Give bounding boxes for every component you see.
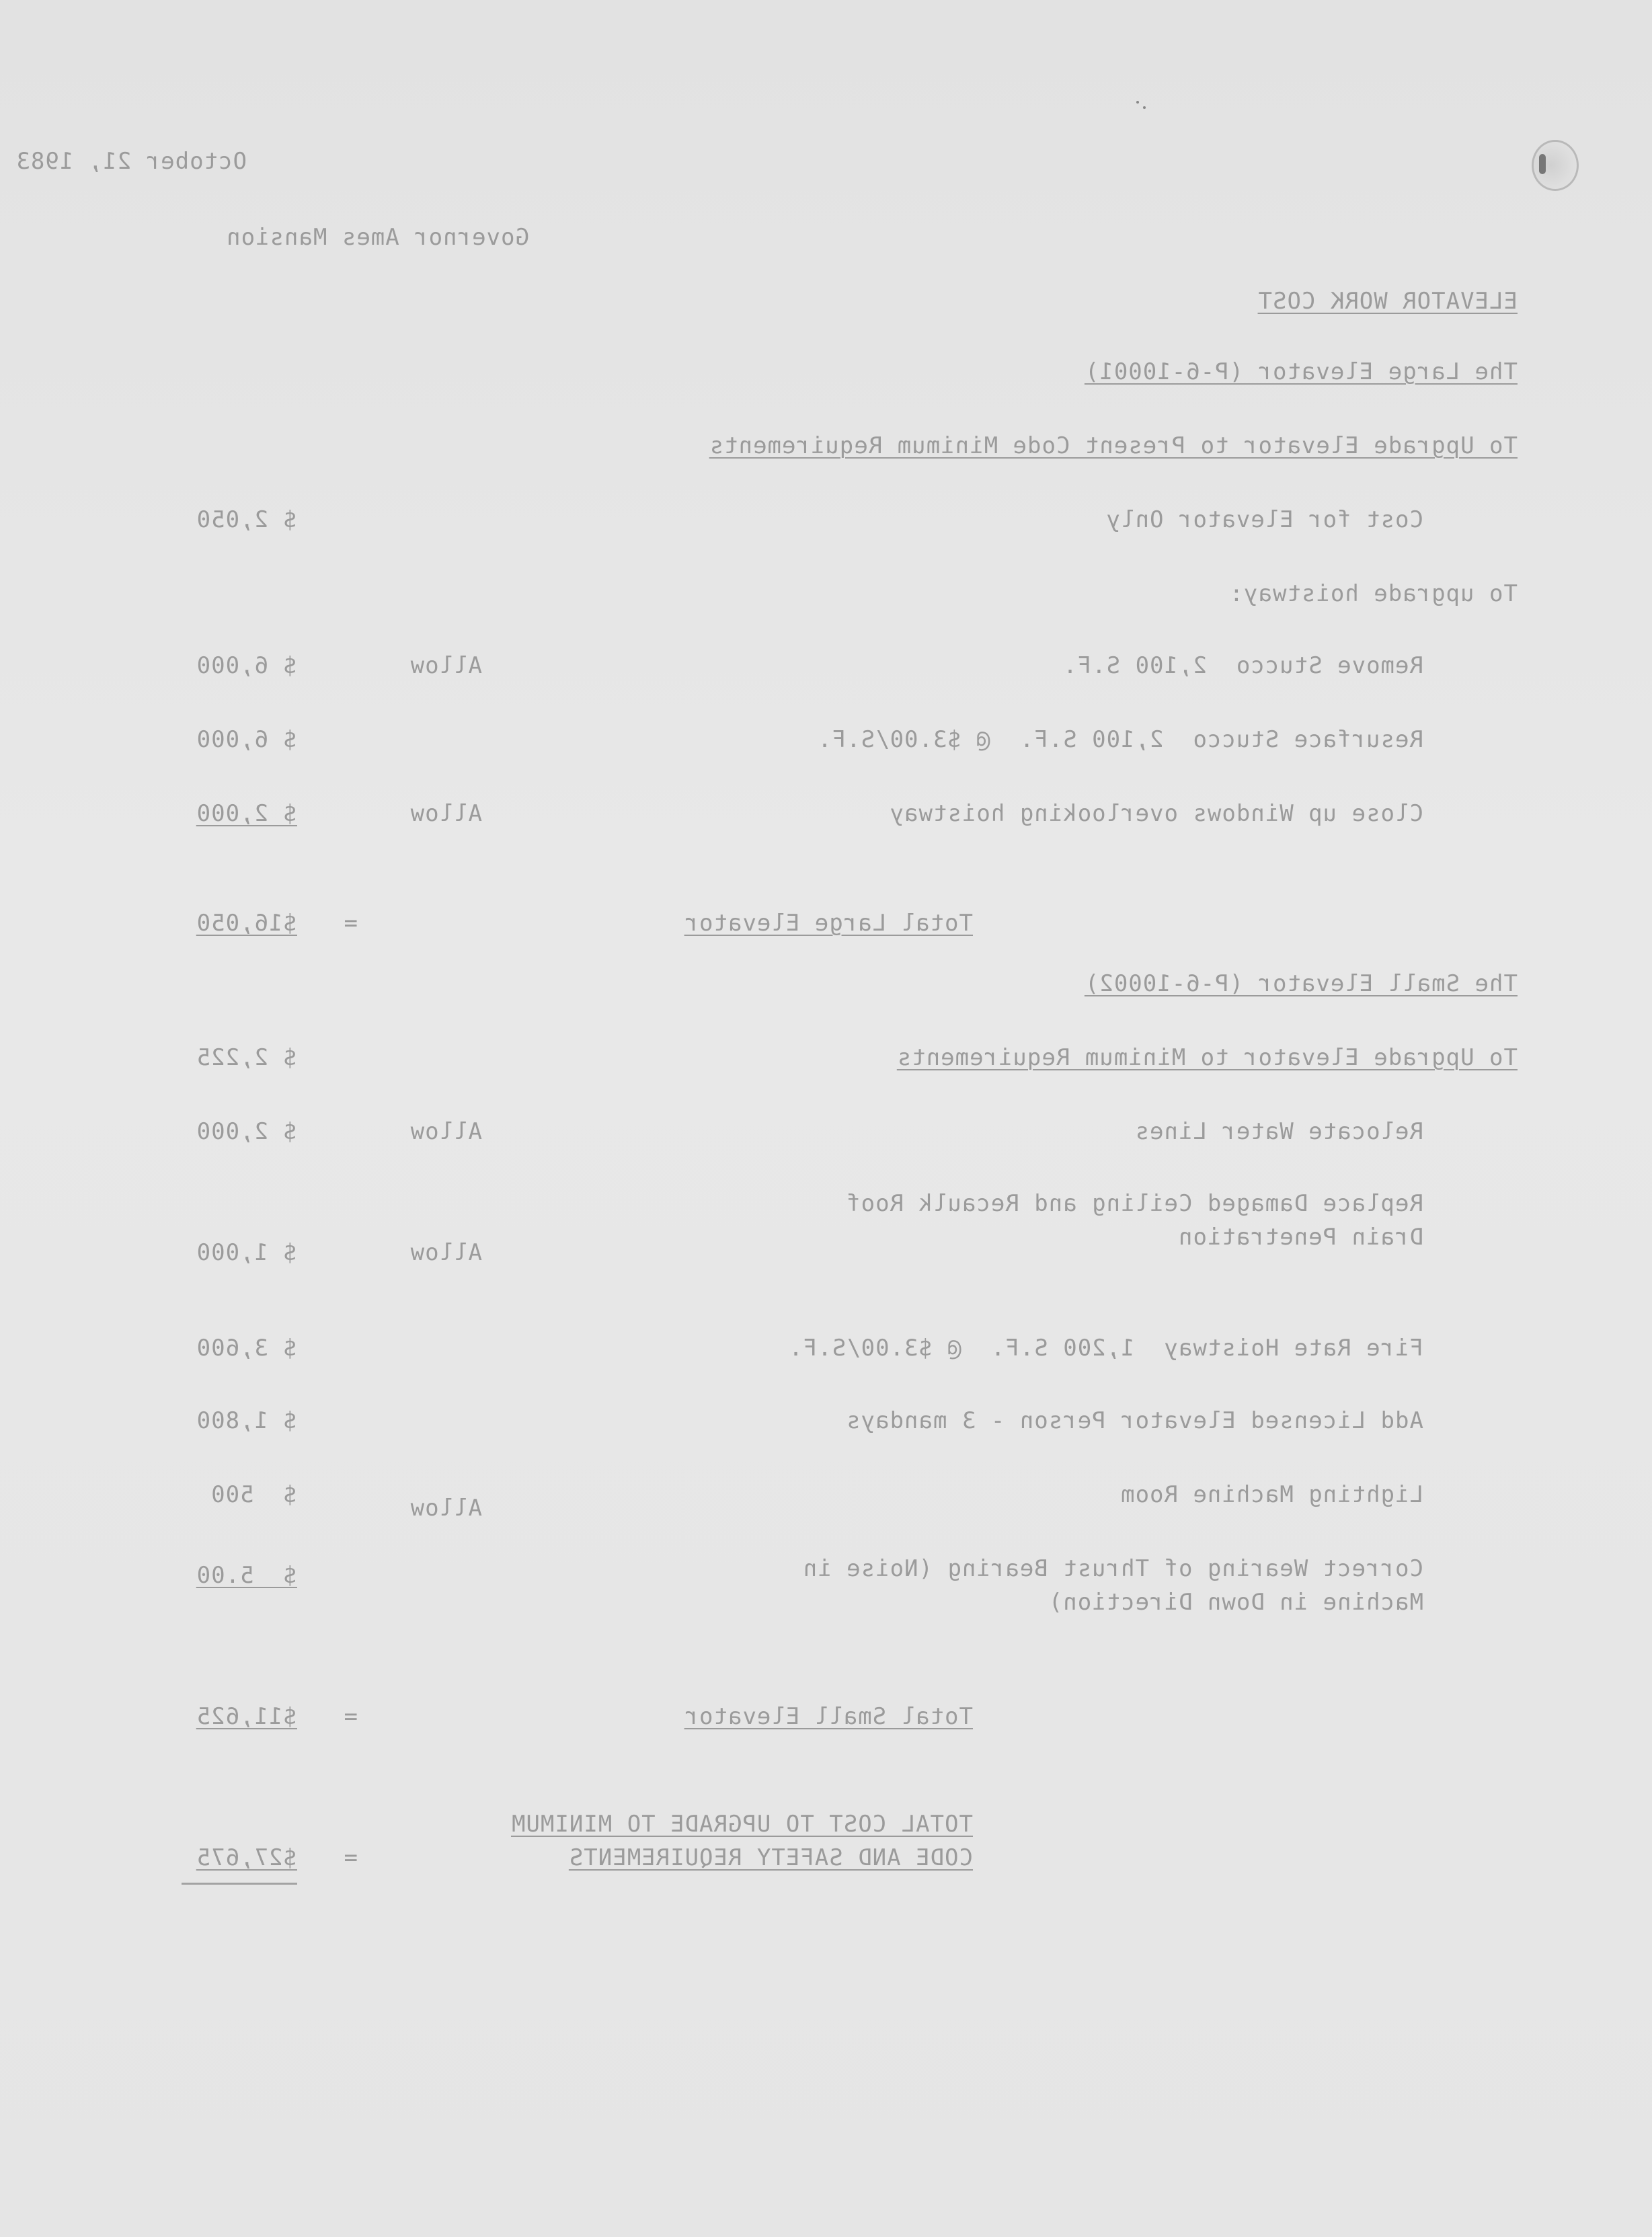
small-total-equals: =	[343, 1703, 358, 1730]
small-item-note: Allow	[409, 1495, 482, 1522]
small-item-amount: $ 3,600	[196, 1335, 297, 1362]
small-item-label: Fire Rate Hoistway 1,200 S.F. @ $3.00/S.F.	[788, 1335, 1423, 1362]
large-elevator-heading: The Large Elevator (P-6-10001)	[1084, 358, 1518, 385]
grand-total-line2: CODE AND SAFETY REQUIREMENTS	[568, 1844, 973, 1871]
large-item-label: Cost for Elevator Only	[1105, 506, 1423, 533]
grand-total-line1: TOTAL COST TO UPGRADE TO MINIMUM	[510, 1811, 973, 1838]
large-item-amount: $ 6,000	[196, 652, 297, 679]
large-item-note: Allow	[409, 652, 482, 679]
small-subheading-amount: $ 2,225	[196, 1044, 297, 1071]
document-title: ELEVATOR WORK COST	[1257, 288, 1518, 315]
small-item-label-line2: Machine in Down Direction)	[1048, 1589, 1423, 1616]
grand-total-amount: $27,675	[196, 1844, 297, 1871]
small-total-amount: $11,625	[196, 1703, 297, 1730]
small-item-amount: $ 1,800	[196, 1407, 297, 1434]
large-item-label: Resurface Stucco 2,100 S.F. @ $3.00/S.F.	[817, 726, 1423, 753]
header-date: October 21, 1983	[15, 148, 247, 175]
small-item-amount: $ 5.00	[196, 1562, 297, 1589]
large-item-amount: $ 6,000	[196, 726, 297, 753]
small-item-label: Replace Damaged Ceiling and Recaulk Roof	[846, 1190, 1423, 1217]
large-item-label: To upgrade hoistway:	[1228, 580, 1518, 607]
large-total-label: Total Large Elevator	[684, 910, 973, 937]
header-project: Governor Ames Mansion	[226, 224, 529, 251]
large-item-label: Close up Windows overlooking hoistway	[889, 800, 1423, 827]
large-elevator-subheading: To Upgrade Elevator to Present Code Minimum Requirements	[709, 432, 1518, 459]
large-item-amount: $ 2,050	[196, 506, 297, 533]
small-item-note: Allow	[409, 1118, 482, 1145]
small-item-amount: $ 1,000	[196, 1239, 297, 1266]
small-elevator-heading: The Small Elevator (P-6-10002)	[1084, 970, 1518, 997]
large-total-amount: $16,050	[196, 910, 297, 937]
small-item-label: Relocate Water Lines	[1134, 1118, 1423, 1145]
large-item-note: Allow	[409, 800, 482, 827]
small-item-label-line2: Drain Penetration	[1178, 1224, 1423, 1251]
grand-total-equals: =	[343, 1844, 358, 1871]
small-item-amount: $ 500	[210, 1481, 297, 1508]
large-item-label: Remove Stucco 2,100 S.F.	[1062, 652, 1423, 679]
small-item-label: Lighting Machine Room	[1120, 1481, 1423, 1508]
small-total-label: Total Small Elevator	[684, 1703, 973, 1730]
large-total-equals: =	[343, 910, 358, 937]
grand-total-double-rule	[182, 1883, 297, 1885]
large-item-amount: $ 2,000	[196, 800, 297, 827]
small-item-amount: $ 2,000	[196, 1118, 297, 1145]
small-item-note: Allow	[409, 1239, 482, 1266]
small-elevator-subheading: To Upgrade Elevator to Minimum Requirements	[896, 1044, 1518, 1071]
small-item-label: Correct Wearing of Thrust Bearing (Noise in	[802, 1555, 1423, 1582]
small-item-label: Add Licensed Elevator Person - 3 mandays	[846, 1407, 1423, 1434]
